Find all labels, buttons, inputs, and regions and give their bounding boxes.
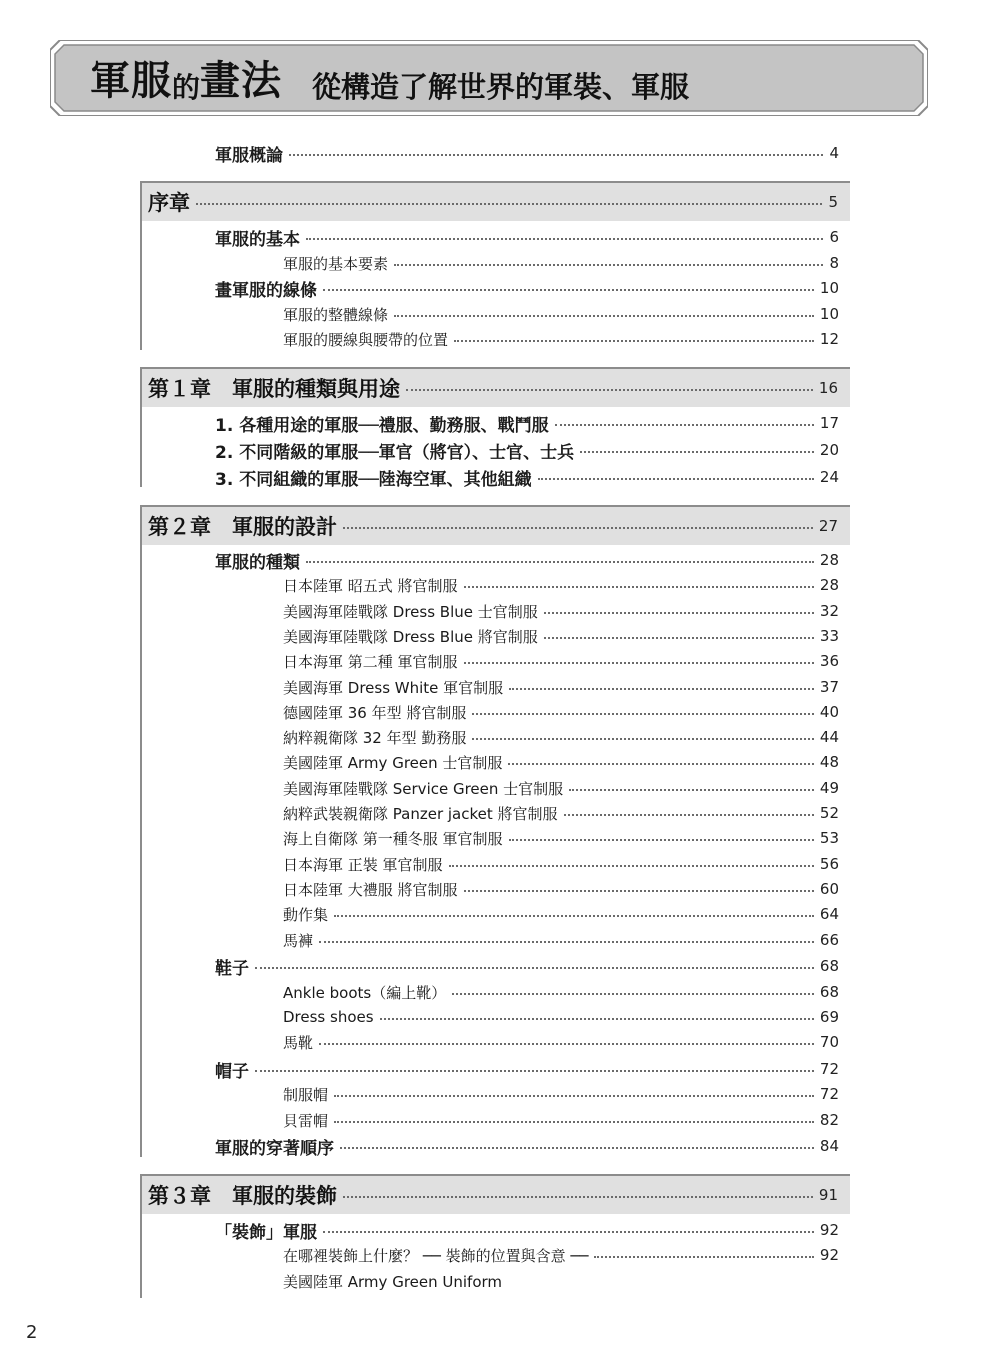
toc-label: 納粹親衛隊 32 年型 勤務服 bbox=[283, 728, 467, 747]
toc-label: 畫軍服的線條 bbox=[215, 280, 317, 301]
toc-page: 69 bbox=[819, 1008, 839, 1026]
leader-dots bbox=[509, 839, 814, 841]
toc-subentry[interactable] bbox=[283, 1081, 839, 1107]
toc-subentry[interactable] bbox=[283, 775, 839, 801]
toc-label: Ankle boots（編上靴） bbox=[283, 983, 447, 1002]
toc-label: 動作集 bbox=[283, 905, 329, 924]
toc-page: 10 bbox=[819, 305, 839, 323]
toc-label: 軍服的基本要素 bbox=[283, 254, 389, 273]
toc-label: 日本海軍 正裝 軍官制服 bbox=[283, 855, 443, 874]
toc-entry[interactable] bbox=[215, 437, 839, 463]
toc-page: 82 bbox=[819, 1111, 839, 1129]
leader-dots bbox=[472, 738, 814, 740]
toc-page: 28 bbox=[819, 551, 839, 569]
toc-label: 貝雷帽 bbox=[283, 1111, 329, 1130]
toc-entry[interactable] bbox=[215, 275, 839, 301]
toc-heading-chapter-3[interactable] bbox=[148, 1182, 838, 1208]
toc-entry-intro[interactable] bbox=[215, 140, 839, 166]
section-chapter-2 bbox=[140, 505, 850, 545]
toc-label: 美國海軍陸戰隊 Dress Blue 士官制服 bbox=[283, 602, 538, 621]
toc-heading-prologue[interactable] bbox=[148, 189, 838, 215]
leader-dots bbox=[594, 1256, 813, 1258]
title-banner bbox=[50, 40, 928, 116]
toc-page: 6 bbox=[829, 228, 839, 246]
toc-page: 27 bbox=[818, 517, 838, 535]
title-main-end: 畫法 bbox=[200, 57, 283, 104]
leader-dots bbox=[464, 890, 814, 892]
toc-page: 72 bbox=[819, 1060, 839, 1078]
toc-subentry[interactable] bbox=[283, 1107, 839, 1133]
leader-dots bbox=[555, 424, 814, 426]
toc-page: 92 bbox=[819, 1246, 839, 1264]
toc-label: 日本陸軍 大禮服 將官制服 bbox=[283, 880, 458, 899]
toc-subentry[interactable] bbox=[283, 648, 839, 674]
toc-entry[interactable] bbox=[215, 1217, 839, 1243]
toc-page: 10 bbox=[819, 279, 839, 297]
leader-dots bbox=[323, 289, 814, 291]
toc-page: 20 bbox=[819, 441, 839, 459]
toc-subentry[interactable] bbox=[283, 598, 839, 624]
toc-page: 84 bbox=[819, 1137, 839, 1155]
section-chapter-3 bbox=[140, 1174, 850, 1214]
toc-subentry[interactable] bbox=[283, 825, 839, 851]
toc-page: 5 bbox=[828, 193, 838, 211]
title-particle: 的 bbox=[172, 71, 201, 104]
leader-dots bbox=[449, 865, 814, 867]
toc-label: 軍服概論 bbox=[215, 145, 283, 166]
toc-subentry[interactable] bbox=[283, 623, 839, 649]
toc-page: 66 bbox=[819, 931, 839, 949]
leader-dots bbox=[289, 154, 823, 156]
section-prologue bbox=[140, 181, 850, 221]
toc-label: 2. 不同階級的軍服──軍官（將官）、士官、士兵 bbox=[215, 442, 575, 463]
leader-dots bbox=[406, 389, 813, 391]
toc-page: 40 bbox=[819, 703, 839, 721]
toc-subentry[interactable] bbox=[283, 250, 839, 276]
leader-dots bbox=[334, 1095, 814, 1097]
toc-page: 16 bbox=[818, 379, 838, 397]
toc-label: 軍服的整體線條 bbox=[283, 305, 389, 324]
section-rule bbox=[140, 181, 142, 350]
toc-label: 海上自衛隊 第一種冬服 軍官制服 bbox=[283, 829, 503, 848]
title-subtitle: 從構造了解世界的軍裝、軍服 bbox=[312, 70, 690, 104]
leader-dots bbox=[343, 527, 813, 529]
toc-page: 68 bbox=[819, 983, 839, 1001]
toc-page: 8 bbox=[829, 254, 839, 272]
toc-label: 美國陸軍 Army Green 士官制服 bbox=[283, 753, 503, 772]
toc-page: 32 bbox=[819, 602, 839, 620]
toc-label: 在哪裡裝飾上什麼？ ── 裝飾的位置與含意 ── bbox=[283, 1246, 589, 1265]
toc-subentry[interactable] bbox=[283, 1242, 839, 1268]
toc-subentry[interactable] bbox=[283, 876, 839, 902]
toc-heading-chapter-1[interactable] bbox=[148, 375, 838, 401]
toc-subentry[interactable] bbox=[283, 1268, 839, 1294]
toc-page: 52 bbox=[819, 804, 839, 822]
toc-page: 24 bbox=[819, 468, 839, 486]
toc-page: 28 bbox=[819, 576, 839, 594]
leader-dots bbox=[464, 586, 814, 588]
toc-label: 3. 不同組織的軍服──陸海空軍、其他組織 bbox=[215, 469, 532, 490]
toc-subentry[interactable] bbox=[283, 851, 839, 877]
toc-label: 美國海軍陸戰隊 Dress Blue 將官制服 bbox=[283, 627, 538, 646]
toc-label: 納粹武裝親衛隊 Panzer jacket 將官制服 bbox=[283, 804, 558, 823]
toc-page: 4 bbox=[829, 144, 839, 162]
toc-page: 53 bbox=[819, 829, 839, 847]
leader-dots bbox=[319, 941, 814, 943]
toc-label: 美國陸軍 Army Green Uniform bbox=[283, 1272, 503, 1291]
toc-page: 92 bbox=[819, 1221, 839, 1239]
toc-label: 「裝飾」軍服 bbox=[215, 1222, 317, 1243]
toc-page: 72 bbox=[819, 1085, 839, 1103]
leader-dots bbox=[454, 340, 814, 342]
leader-dots bbox=[544, 612, 814, 614]
leader-dots bbox=[334, 1121, 814, 1123]
leader-dots bbox=[464, 662, 814, 664]
toc-page: 68 bbox=[819, 957, 839, 975]
leader-dots bbox=[472, 713, 814, 715]
toc-subentry[interactable] bbox=[283, 674, 839, 700]
toc-label: 帽子 bbox=[215, 1061, 249, 1082]
section-rule bbox=[140, 367, 142, 487]
toc-page: 33 bbox=[819, 627, 839, 645]
leader-dots bbox=[509, 688, 814, 690]
leader-dots bbox=[394, 264, 823, 266]
toc-entry[interactable] bbox=[215, 224, 839, 250]
leader-dots bbox=[538, 478, 814, 480]
toc-page: 91 bbox=[818, 1186, 838, 1204]
toc-entry[interactable] bbox=[215, 547, 839, 573]
leader-dots bbox=[319, 1043, 814, 1045]
toc-page: 56 bbox=[819, 855, 839, 873]
toc-label: 制服帽 bbox=[283, 1085, 329, 1104]
leader-dots bbox=[323, 1231, 814, 1233]
toc-label: 軍服的基本 bbox=[215, 229, 300, 250]
toc-subentry[interactable] bbox=[283, 1029, 839, 1055]
toc-subentry[interactable] bbox=[283, 1004, 839, 1030]
toc-entry[interactable] bbox=[215, 953, 839, 979]
toc-subentry[interactable] bbox=[283, 749, 839, 775]
leader-dots bbox=[196, 203, 822, 205]
toc-page: 64 bbox=[819, 905, 839, 923]
toc-heading-chapter-2[interactable] bbox=[148, 513, 838, 539]
toc-page: 44 bbox=[819, 728, 839, 746]
toc-entry[interactable] bbox=[215, 464, 839, 490]
toc-subentry[interactable] bbox=[283, 979, 839, 1005]
toc-subentry[interactable] bbox=[283, 699, 839, 725]
toc-page: 70 bbox=[819, 1033, 839, 1051]
leader-dots bbox=[380, 1018, 814, 1020]
toc-subentry[interactable] bbox=[283, 724, 839, 750]
toc-page: 60 bbox=[819, 880, 839, 898]
toc-label: 軍服的種類 bbox=[215, 552, 300, 573]
toc-label: 馬靴 bbox=[283, 1033, 314, 1052]
toc-subentry[interactable] bbox=[283, 800, 839, 826]
leader-dots bbox=[255, 1070, 814, 1072]
toc-label: 美國海軍 Dress White 軍官制服 bbox=[283, 678, 504, 697]
toc-label: 日本陸軍 昭五式 將官制服 bbox=[283, 576, 458, 595]
section-title: 第３章 軍服的裝飾 bbox=[148, 1184, 337, 1208]
page-number: 2 bbox=[26, 1322, 38, 1343]
toc-label: 軍服的腰線與腰帶的位置 bbox=[283, 330, 449, 349]
toc-label: 鞋子 bbox=[215, 958, 249, 979]
toc-label: 德國陸軍 36 年型 將官制服 bbox=[283, 703, 467, 722]
toc-label: 日本海軍 第二種 軍官制服 bbox=[283, 652, 458, 671]
toc-page: 17 bbox=[819, 414, 839, 432]
leader-dots bbox=[452, 993, 814, 995]
leader-dots bbox=[508, 763, 814, 765]
toc-page: 37 bbox=[819, 678, 839, 696]
leader-dots bbox=[306, 561, 814, 563]
section-rule bbox=[140, 505, 142, 1157]
title-main: 軍服 bbox=[90, 57, 172, 104]
section-title: 第２章 軍服的設計 bbox=[148, 515, 337, 539]
leader-dots bbox=[340, 1147, 814, 1149]
toc-page: 12 bbox=[819, 330, 839, 348]
toc-entry[interactable] bbox=[215, 410, 839, 436]
toc-entry[interactable] bbox=[215, 1133, 839, 1159]
section-rule bbox=[140, 1174, 142, 1298]
section-chapter-1 bbox=[140, 367, 850, 407]
toc-entry[interactable] bbox=[215, 1056, 839, 1082]
leader-dots bbox=[343, 1196, 813, 1198]
leader-dots bbox=[569, 789, 814, 791]
leader-dots bbox=[564, 814, 814, 816]
leader-dots bbox=[544, 637, 814, 639]
leader-dots bbox=[580, 451, 814, 453]
toc-subentry[interactable] bbox=[283, 927, 839, 953]
leader-dots bbox=[255, 967, 814, 969]
toc-page: 36 bbox=[819, 652, 839, 670]
toc-page: 49 bbox=[819, 779, 839, 797]
leader-dots bbox=[306, 238, 823, 240]
leader-dots bbox=[394, 315, 814, 317]
toc-subentry[interactable] bbox=[283, 901, 839, 927]
toc-label: 美國海軍陸戰隊 Service Green 士官制服 bbox=[283, 779, 564, 798]
section-title: 序章 bbox=[148, 191, 190, 215]
toc-page: 48 bbox=[819, 753, 839, 771]
toc-subentry[interactable] bbox=[283, 301, 839, 327]
toc-label: 軍服的穿著順序 bbox=[215, 1138, 334, 1159]
toc-subentry[interactable] bbox=[283, 572, 839, 598]
leader-dots bbox=[334, 915, 814, 917]
toc-label: 1. 各種用途的軍服──禮服、勤務服、戰鬥服 bbox=[215, 415, 549, 436]
toc-label: 馬褲 bbox=[283, 931, 314, 950]
toc-label: Dress shoes bbox=[283, 1008, 374, 1026]
toc-subentry[interactable] bbox=[283, 326, 839, 352]
section-title: 第１章 軍服的種類與用途 bbox=[148, 377, 400, 401]
